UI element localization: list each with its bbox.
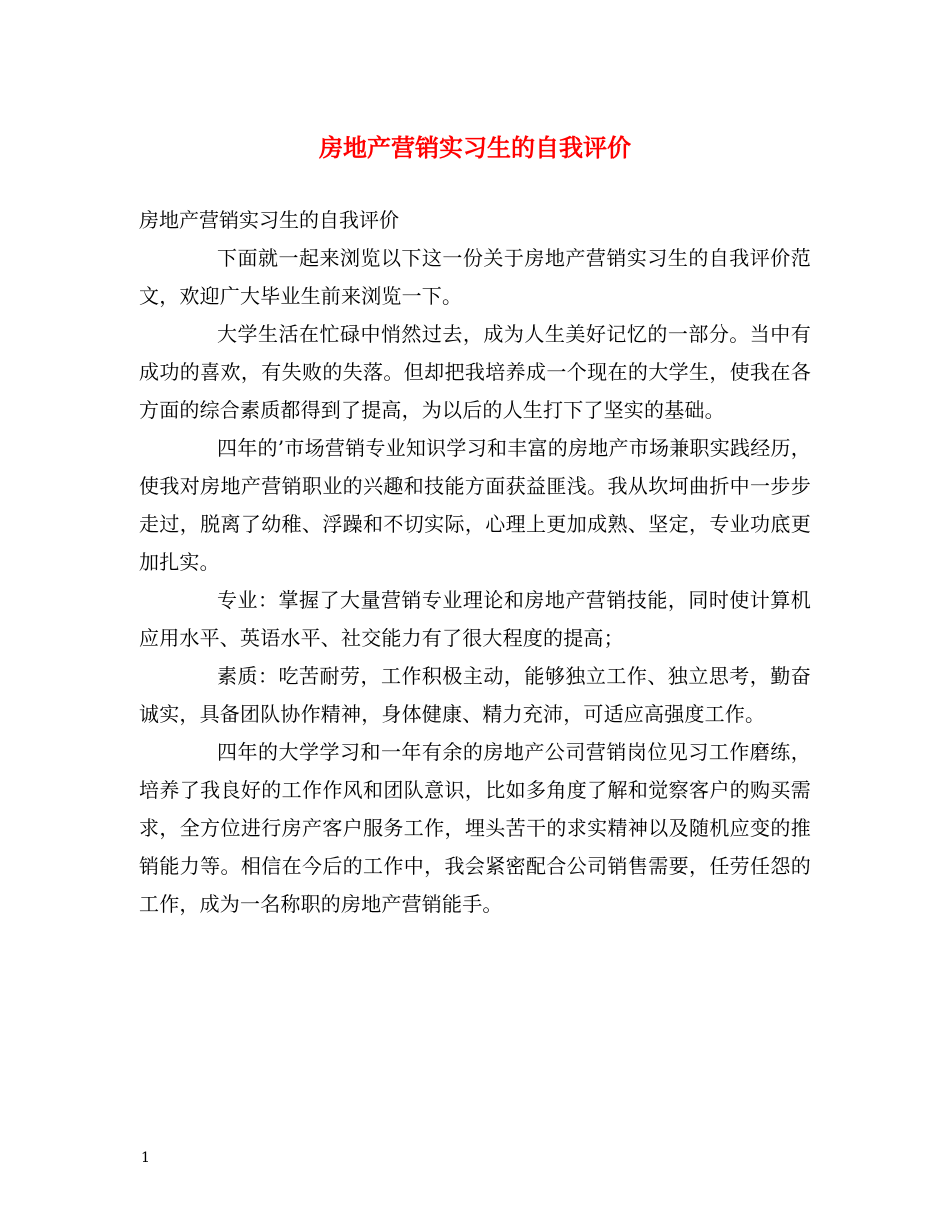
paragraph-qualities: 素质：吃苦耐劳，工作积极主动，能够独立工作、独立思考，勤奋诚实，具备团队协作精神，身体健康、精力充沛，可适应高强度工作。 bbox=[139, 664, 811, 726]
paragraph-professional: 专业：掌握了大量营销专业理论和房地产营销技能，同时使计算机应用水平、英语水平、社交能力有了很大程度的提高； bbox=[139, 588, 811, 650]
paragraph-intro: 下面就一起来浏览以下这一份关于房地产营销实习生的自我评价范文，欢迎广大毕业生前来浏览一下。 bbox=[139, 246, 811, 308]
document-body bbox=[139, 201, 811, 923]
document-title: 房地产营销实习生的自我评价 bbox=[319, 133, 631, 162]
page-number: 1 bbox=[141, 1150, 150, 1166]
paragraph-experience: 四年的’市场营销专业知识学习和丰富的房地产市场兼职实践经历，使我对房地产营销职业的兴趣和技能方面获益匪浅。我从坎坷曲折中一步步走过，脱离了幼稚、浮躁和不切实际，心理上更加成熟、坚定，专业功底更加扎实。 bbox=[139, 436, 811, 574]
document-subtitle: 房地产营销实习生的自我评价 bbox=[139, 208, 399, 232]
paragraph-conclusion: 四年的大学学习和一年有余的房地产公司营销岗位见习工作磨练，培养了我良好的工作作风和团队意识，比如多角度了解和觉察客户的购买需求，全方位进行房产客户服务工作，埋头苦干的求实精神以及随机应变的推销能力等。相信在今后的工作中，我会紧密配合公司销售需要，任劳任怨的工作，成为一名称职的房地产营销能手。 bbox=[139, 740, 811, 916]
paragraph-college-life: 大学生活在忙碌中悄然过去，成为人生美好记忆的一部分。当中有成功的喜欢，有失败的失落。但却把我培养成一个现在的大学生，使我在各方面的综合素质都得到了提高，为以后的人生打下了坚实的基础。 bbox=[139, 322, 811, 422]
